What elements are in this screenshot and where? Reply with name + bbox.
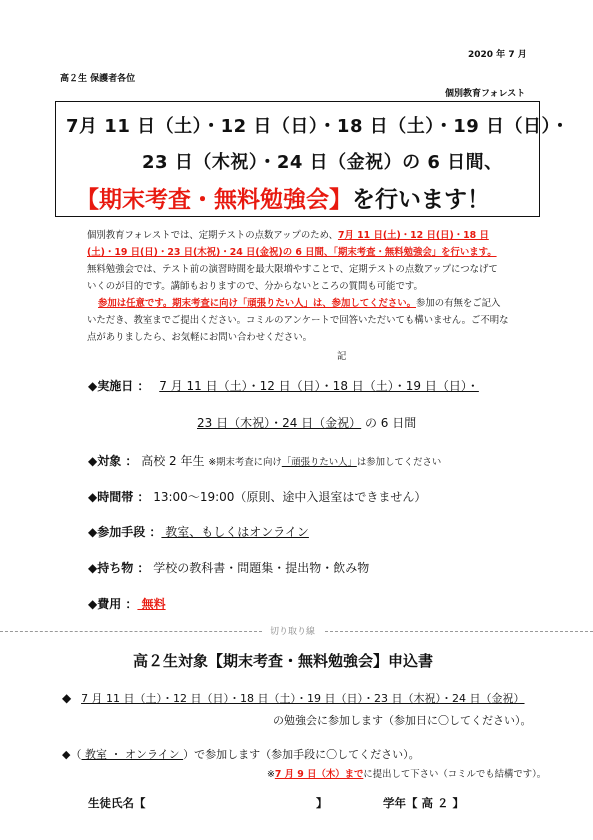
intro-line-3: 無料勉強会では、テスト前の演習時間を最大限増やすことで、定期テストの点数アップにつなげて	[87, 264, 498, 275]
headline-suffix: を行います！	[352, 187, 490, 213]
detail-fee-value: 無料	[137, 597, 166, 611]
detail-target-label: ◆対象 ：	[88, 454, 138, 468]
cut-line-right	[325, 631, 593, 632]
intro-line-2: (土)・19 日(日)・23 日(木祝)・24 日(金祝)の 6 日間、「期末考査・無料勉強会」を行います。	[87, 247, 497, 258]
form-dates-text: 7 月 11 日（土）・12 日（日）・18 日（土）・19 日（日）・23 日（木祝）・24 日（金祝）	[81, 692, 525, 705]
form-dates	[62, 690, 525, 706]
form-dates-suffix: の勉強会に参加します（参加日に〇してください）。	[273, 714, 532, 727]
headline-line-3	[76, 181, 490, 214]
form-deadline	[267, 766, 546, 780]
attendance-request: 参加の有無をご記入	[416, 298, 501, 309]
intro-line-7: 点がありましたら、お気軽にお問い合わせください。	[87, 332, 313, 343]
detail-time	[88, 488, 426, 505]
target-note-b: 「頑張りたい人」	[281, 457, 357, 468]
document-date: 2020 年 7 月	[468, 50, 527, 60]
student-name-field[interactable]	[162, 796, 312, 810]
target-note-c: は参加してください	[356, 457, 442, 468]
student-name-label: 生徒氏名【	[88, 796, 146, 810]
detail-target	[88, 452, 441, 469]
form-deadline-suffix: に提出して下さい（コミルでも結構です）。	[363, 769, 547, 780]
form-title: 高２生対象【期末考査・無料勉強会】申込書	[133, 652, 434, 670]
ki-mark: 記	[337, 351, 347, 362]
detail-date	[88, 377, 479, 394]
detail-date-value-1: 7 月 11 日（土）・12 日（日）・18 日（土）・19 日（日）・	[159, 379, 479, 393]
cut-line-left	[0, 631, 262, 632]
detail-date-cont	[197, 414, 416, 431]
detail-date-value-3: の 6 日間	[361, 416, 417, 430]
detail-time-label: ◆時間帯 ：	[88, 490, 150, 504]
detail-method	[88, 523, 309, 540]
form-dates-marker: ◆	[62, 691, 72, 705]
headline-event-name: 【期末考査・無料勉強会】	[76, 187, 352, 213]
detail-method-value: 教室、もしくはオンライン	[161, 525, 309, 539]
headline-line-1: 7月 11 日（土）・12 日（日）・18 日（土）・19 日（日）・	[66, 116, 570, 137]
form-method-marker: ◆（	[62, 748, 82, 761]
form-method	[62, 746, 420, 762]
student-name-close: 】	[316, 796, 328, 810]
sender: 個別教育フォレスト	[445, 89, 526, 99]
detail-fee-label: ◆費用 ：	[88, 597, 138, 611]
form-deadline-prefix: ※	[267, 769, 275, 780]
intro-line-6: いただき、教室までご提出ください。コミルのアンケートで回答いただいても構いません。ご不明な	[87, 315, 509, 326]
intro-line-1	[87, 227, 489, 244]
detail-fee	[88, 595, 166, 612]
form-method-suffix: ）で参加します（参加手段に〇してください）。	[183, 748, 420, 761]
detail-date-label: ◆実施日 ：	[88, 379, 150, 393]
intro-dates-red: 7月 11 日(土)・12 日(日)・18 日	[337, 230, 489, 241]
cut-line-label: 切り取り線	[270, 627, 316, 637]
detail-target-value: 高校 2 年生	[137, 454, 209, 468]
target-note-a: ※期末考査に向け	[208, 457, 282, 468]
intro-line-4: いくのが目的です。講師もおりますので、分からないところの質問も可能です。	[87, 281, 423, 292]
detail-items	[88, 559, 369, 576]
recipient: 高２生 保護者各位	[60, 74, 136, 84]
optional-notice: 参加は任意です。期末考査に向け「頑張りたい人」は、参加してください。	[98, 298, 417, 309]
intro-line-5	[98, 295, 500, 312]
detail-method-label: ◆参加手段 ：	[88, 525, 162, 539]
detail-items-value: 学校の教科書・問題集・提出物・飲み物	[149, 561, 370, 575]
form-deadline-date: 7 月 9 日（木）まで	[274, 769, 364, 780]
form-method-options[interactable]: 教室 ・ オンライン	[81, 748, 184, 761]
grade-field: 学年【 高 ２ 】	[383, 796, 465, 810]
detail-time-value: 13:00～19:00（原則、途中入退室はできません）	[149, 490, 427, 504]
detail-items-label: ◆持ち物 ：	[88, 561, 150, 575]
detail-date-value-2: 23 日（木祝）・24 日（金祝）	[197, 416, 362, 430]
detail-target-note	[208, 457, 441, 468]
headline-line-2: 23 日（木祝）・24 日（金祝）の 6 日間、	[142, 152, 503, 173]
intro-text: 個別教育フォレストでは、定期テストの点数アップのため、	[87, 230, 338, 241]
